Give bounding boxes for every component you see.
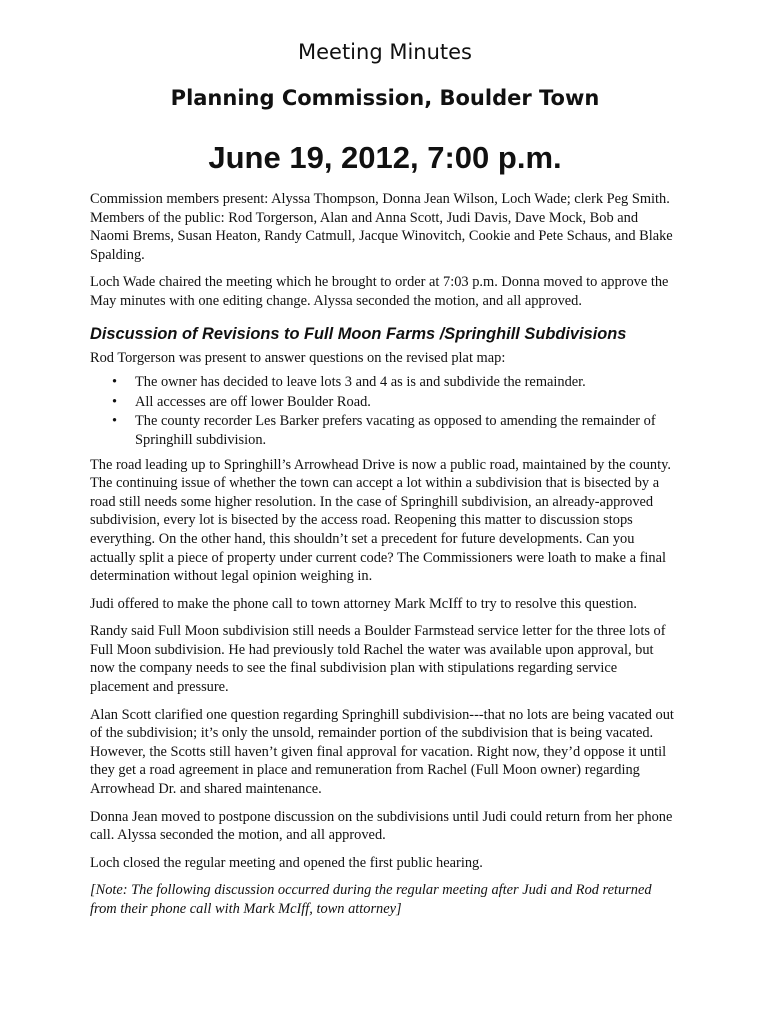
list-item-text: The owner has decided to leave lots 3 and 4 as is and subdivide the remainder. bbox=[135, 374, 586, 391]
list-item-text: The county recorder Les Barker prefers vacating as opposed to amending the remainder of Springhill subdivision. bbox=[135, 413, 656, 448]
bullet-list bbox=[90, 373, 675, 449]
list-item bbox=[112, 373, 675, 392]
list-item bbox=[112, 393, 675, 412]
document-title: Meeting Minutes bbox=[297, 40, 472, 64]
bullet-icon: • bbox=[112, 393, 118, 410]
bullet-icon: • bbox=[112, 413, 118, 430]
attendance-paragraph: Commission members present: Alyssa Thompson, Donna Jean Wilson, Loch Wade; clerk Peg Smith. Members of the public: Rod Torgerson, Alan and Anna Scott, Judi Davis, Dave Mock, Bob and Naomi Brems, Susan Heaton, Randy Catmull, Jacque Winovitch, Cookie and Pete Schaus, and Blake Spalding. bbox=[90, 191, 673, 263]
section-intro: Rod Torgerson was present to answer questions on the revised plat map: bbox=[90, 349, 506, 366]
section-heading: Discussion of Revisions to Full Moon Farms /Springhill Subdivisions bbox=[90, 324, 627, 343]
list-item-text: All accesses are off lower Boulder Road. bbox=[135, 393, 371, 410]
attorney-call-paragraph: Judi offered to make the phone call to town attorney Mark McIff to try to resolve this question. bbox=[90, 595, 637, 612]
call-to-order-paragraph: Loch Wade chaired the meeting which he brought to order at 7:03 p.m. Donna moved to approve the May minutes with one editing change. Alyssa seconded the motion, and all approved. bbox=[90, 274, 669, 309]
road-discussion-paragraph: The road leading up to Springhill’s Arrowhead Drive is now a public road, maintained by the county. The continuing issue of whether the town can accept a lot within a subdivision that is bisected by a road still needs some higher resolution. In the case of Springhill subdivision, an already-approved subdivision, every lot is bisected by the access road. Reopening this matter to discussion stops everything. On the other hand, this shouldn’t set a precedent for future developments. Can you actually split a piece of property under current code? The Commissioners were loath to make a final determination without legal opinion weighing in. bbox=[90, 456, 671, 585]
vacation-clarification-paragraph: Alan Scott clarified one question regarding Springhill subdivision---that no lots are being vacated out of the subdivision; it’s only the unsold, remainder portion of the subdivision that is being vacated. However, the Scotts still haven’t given final approval for vacation. Right now, they’d oppose it until they get a road agreement in place and remuneration from Rachel (Full Moon owner) regarding Arrowhead Dr. and shared maintenance. bbox=[90, 706, 674, 798]
note-paragraph: [Note: The following discussion occurred during the regular meeting after Judi and Rod returned from their phone call with Mark McIff, town attorney] bbox=[90, 882, 652, 917]
document-subtitle: Planning Commission, Boulder Town bbox=[170, 86, 600, 110]
meeting-date: June 19, 2012, 7:00 p.m. bbox=[208, 140, 562, 175]
document-body bbox=[90, 190, 675, 928]
postpone-motion-paragraph: Donna Jean moved to postpone discussion on the subdivisions until Judi could return from her phone call. Alyssa seconded the motion, and all approved. bbox=[90, 808, 673, 844]
bullet-icon: • bbox=[112, 374, 118, 391]
list-item bbox=[112, 412, 675, 449]
water-service-paragraph: Randy said Full Moon subdivision still needs a Boulder Farmstead service letter for the three lots of Full Moon subdivision. He had previously told Rachel the water was available upon approval, but now the company needs to see the final subdivision plan with stipulations regarding service placement and pressure. bbox=[90, 623, 666, 696]
public-hearing-paragraph: Loch closed the regular meeting and opened the first public hearing. bbox=[90, 854, 483, 871]
